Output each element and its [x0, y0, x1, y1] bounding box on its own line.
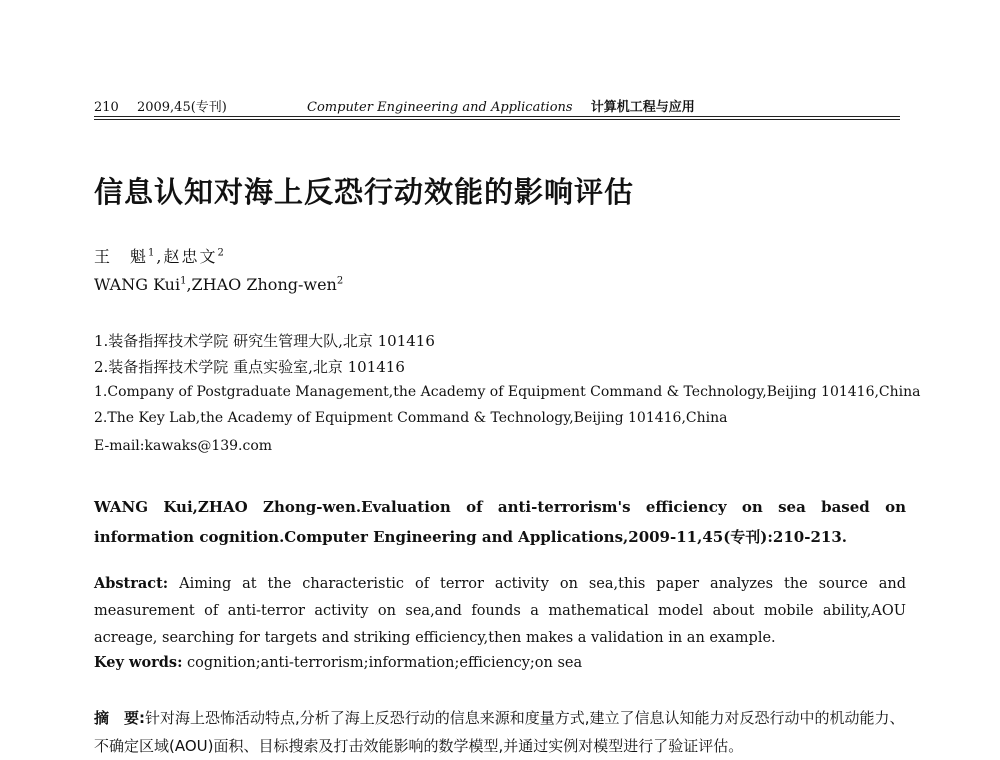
affiliation-cn-2: 2.装备指挥技术学院 重点实验室,北京 101416: [94, 358, 405, 376]
abstract-label: Abstract:: [94, 575, 169, 592]
running-header: [94, 96, 709, 115]
issue-info: 2009,45(专刊): [136, 100, 227, 115]
author-cn-2-sup: 2: [217, 247, 226, 259]
header-rule-bottom: [94, 119, 900, 120]
abstract-cn-label: 摘 要:: [94, 709, 145, 727]
paper-title: 信息认知对海上反恐行动效能的影响评估: [94, 175, 635, 209]
author-en-2: ,ZHAO Zhong-wen: [186, 275, 337, 294]
author-cn-1: 王 魁: [94, 247, 149, 266]
author-en-1: WANG Kui: [94, 275, 181, 294]
author-cn-1-sup: 1: [148, 247, 157, 259]
author-en-2-sup: 2: [336, 275, 344, 287]
page-number: 210: [94, 100, 119, 115]
keywords-text: cognition;anti-terrorism;information;efficiency;on sea: [187, 655, 583, 671]
keywords-label: Key words:: [94, 654, 183, 671]
email: E-mail:kawaks@139.com: [94, 438, 273, 454]
authors-cn: [94, 244, 226, 267]
abstract-en: [94, 570, 906, 652]
abstract-text: Aiming at the characteristic of terror activity on sea,this paper analyzes the source and measurement of anti-terror activity on sea,and founds a mathematical model about mobile ability,AOU acreage, searching for targets and striking efficiency,then makes a validation in an example.: [94, 576, 907, 646]
keywords: [94, 654, 582, 671]
citation: WANG Kui,ZHAO Zhong-wen.Evaluation of anti-terrorism's efficiency on sea based on information cognition.Computer Engineering and Applications,2009-11,45(专刊):210-213.: [94, 498, 906, 546]
abstract-cn: [94, 704, 906, 760]
journal-name-cn: 计算机工程与应用: [590, 100, 695, 115]
authors-en: [94, 275, 343, 294]
affiliation-cn-1: 1.装备指挥技术学院 研究生管理大队,北京 101416: [94, 332, 435, 350]
abstract-cn-text: 针对海上恐怖活动特点,分析了海上反恐行动的信息来源和度量方式,建立了信息认知能力对反恐行动中的机动能力、不确定区域(AOU)面积、目标搜索及打击效能影响的数学模型,并通过实例对模型进行了验证评估。: [94, 709, 905, 755]
author-cn-2: ,赵忠文: [156, 247, 218, 266]
author-en-1-sup: 1: [180, 275, 187, 287]
journal-name-en: Computer Engineering and Applications: [307, 100, 573, 115]
affiliation-en-2: 2.The Key Lab,the Academy of Equipment Command & Technology,Beijing 101416,China: [94, 410, 728, 426]
affiliation-en-1: 1.Company of Postgraduate Management,the Academy of Equipment Command & Technology,Beijing 101416,China: [94, 384, 921, 400]
header-rule-top: [94, 116, 900, 117]
